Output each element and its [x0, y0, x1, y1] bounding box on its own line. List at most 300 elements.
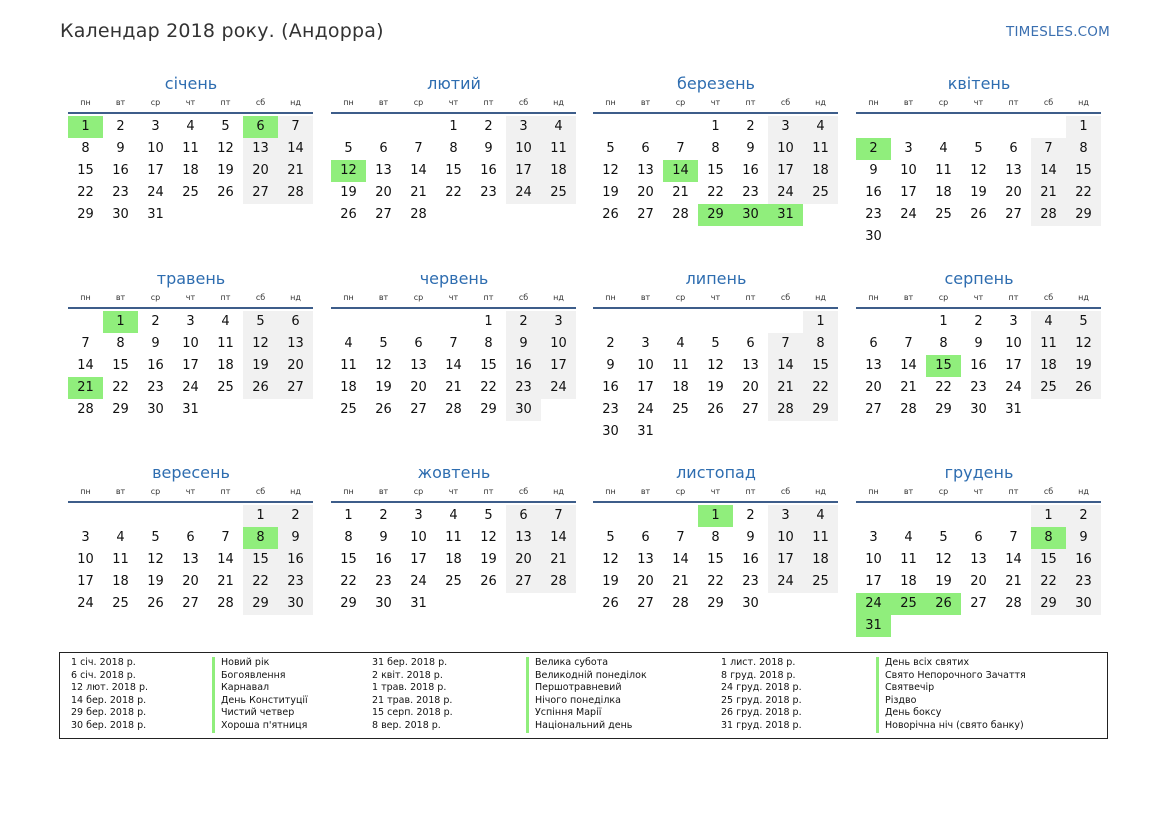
day-cell: 6 — [1009, 141, 1018, 156]
day-cell: 8 — [711, 530, 720, 545]
day-cell: 11 — [1031, 333, 1066, 355]
holiday-legend — [59, 652, 1108, 739]
day-cell: 26 — [1066, 377, 1101, 399]
day-cell: 3 — [414, 508, 423, 523]
day-cell: 5 — [484, 508, 493, 523]
day-cell: 10 — [541, 333, 576, 355]
weekday-label: ср — [150, 98, 161, 107]
weekday-header — [68, 291, 314, 305]
day-cell: 5 — [243, 311, 278, 333]
day-cell: 25 — [217, 380, 234, 395]
day-cell: 4 — [803, 505, 838, 527]
month-name: вересень — [152, 463, 230, 482]
day-cell: 27 — [742, 402, 759, 417]
month-name: квітень — [947, 74, 1011, 93]
day-cell: 1 — [449, 119, 458, 134]
day-cell: 30 — [865, 229, 882, 244]
month-block — [856, 462, 1102, 637]
day-cell: 27 — [243, 182, 278, 204]
day-cell: 6 — [506, 505, 541, 527]
day-cell: 14 — [217, 552, 234, 567]
day-cell: 7 — [676, 530, 685, 545]
day-cell: 27 — [278, 377, 313, 399]
weekday-label: вт — [378, 293, 389, 302]
day-cell: 5 — [1066, 311, 1101, 333]
day-cell: 28 — [541, 571, 576, 593]
day-cell: 20 — [410, 380, 427, 395]
day-cell: 19 — [602, 574, 619, 589]
day-cell: 14 — [77, 358, 94, 373]
legend-holiday-date: 25 груд. 2018 р. — [721, 694, 802, 706]
legend-names-col-1 — [212, 657, 308, 733]
day-cell: 21 — [217, 574, 234, 589]
day-cell: 13 — [742, 358, 759, 373]
day-cell: 26 — [243, 377, 278, 399]
day-cell: 27 — [865, 402, 882, 417]
day-cell: 18 — [900, 574, 917, 589]
day-grid — [68, 311, 314, 421]
legend-dates-col-3 — [721, 657, 802, 733]
weekday-label: ср — [675, 98, 686, 107]
day-cell: 3 — [869, 530, 878, 545]
day-cell: 19 — [243, 355, 278, 377]
legend-holiday-name: Великодній понеділок — [526, 670, 647, 683]
day-cell: 15 — [77, 163, 94, 178]
weekday-label: пн — [605, 293, 616, 302]
weekday-label: чт — [710, 293, 721, 302]
weekday-label: ср — [938, 293, 949, 302]
empty-cell — [366, 116, 401, 138]
day-cell: 29 — [707, 596, 724, 611]
empty-cell — [663, 311, 698, 333]
legend-holiday-date: 1 лист. 2018 р. — [721, 657, 796, 668]
day-cell: 3 — [186, 314, 195, 329]
day-cell: 22 — [1066, 182, 1101, 204]
month-block — [68, 73, 314, 226]
day-cell: 17 — [865, 574, 882, 589]
legend-holiday-date: 30 бер. 2018 р. — [71, 719, 147, 731]
weekday-header — [68, 96, 314, 110]
day-cell: 13 — [506, 527, 541, 549]
weekday-header — [856, 291, 1102, 305]
day-cell: 25 — [182, 185, 199, 200]
day-cell: 27 — [182, 596, 199, 611]
day-cell: 27 — [970, 596, 987, 611]
holiday-day-cell: 30 — [733, 204, 768, 226]
day-cell: 7 — [221, 530, 230, 545]
day-cell: 18 — [541, 160, 576, 182]
empty-cell — [593, 311, 628, 333]
day-cell: 5 — [606, 530, 615, 545]
day-cell: 5 — [711, 336, 720, 351]
day-cell: 31 — [410, 596, 427, 611]
day-cell: 13 — [375, 163, 392, 178]
day-cell: 24 — [768, 182, 803, 204]
legend-holiday-name: Першотравневий — [526, 682, 647, 695]
weekday-label: нд — [553, 293, 564, 302]
legend-holiday-name: Богоявлення — [212, 670, 308, 683]
weekday-label: пн — [868, 98, 879, 107]
legend-holiday-name: Національний день — [526, 720, 647, 733]
day-cell: 8 — [116, 336, 125, 351]
day-cell: 9 — [151, 336, 160, 351]
day-cell: 15 — [1066, 160, 1101, 182]
legend-holiday-date: 2 квіт. 2018 р. — [372, 669, 443, 681]
weekday-label: чт — [448, 487, 459, 496]
day-cell: 18 — [935, 185, 952, 200]
day-cell: 26 — [970, 207, 987, 222]
day-cell: 12 — [147, 552, 164, 567]
weekday-label: вт — [903, 98, 914, 107]
day-cell: 5 — [151, 530, 160, 545]
day-cell: 15 — [340, 552, 357, 567]
empty-cell — [856, 505, 891, 527]
weekday-label: нд — [290, 98, 301, 107]
day-cell: 16 — [480, 163, 497, 178]
weekday-label: пт — [1008, 293, 1019, 302]
legend-holiday-name: День всіх святих — [876, 657, 1026, 670]
day-cell: 4 — [221, 314, 230, 329]
day-cell: 14 — [1031, 160, 1066, 182]
day-cell: 1 — [344, 508, 353, 523]
day-grid — [856, 116, 1102, 248]
day-cell: 14 — [672, 552, 689, 567]
weekday-label: пн — [343, 98, 354, 107]
day-cell: 17 — [182, 358, 199, 373]
weekday-label: пн — [80, 487, 91, 496]
day-cell: 14 — [541, 527, 576, 549]
day-cell: 13 — [637, 552, 654, 567]
day-cell: 2 — [746, 508, 755, 523]
weekday-label: вт — [640, 293, 651, 302]
day-cell: 7 — [1009, 530, 1018, 545]
day-cell: 23 — [970, 380, 987, 395]
day-cell: 10 — [410, 530, 427, 545]
day-cell: 8 — [344, 530, 353, 545]
day-cell: 30 — [112, 207, 129, 222]
day-cell: 8 — [1066, 138, 1101, 160]
day-cell: 3 — [768, 116, 803, 138]
weekday-label: ср — [413, 293, 424, 302]
empty-cell — [628, 311, 663, 333]
empty-cell — [663, 116, 698, 138]
day-cell: 23 — [742, 185, 759, 200]
day-cell: 5 — [379, 336, 388, 351]
day-cell: 31 — [1005, 402, 1022, 417]
weekday-label: нд — [1078, 98, 1089, 107]
weekday-label: чт — [185, 98, 196, 107]
day-cell: 13 — [970, 552, 987, 567]
day-cell: 7 — [449, 336, 458, 351]
legend-holiday-name: Успіння Марії — [526, 707, 647, 720]
day-cell: 7 — [541, 505, 576, 527]
day-cell: 28 — [1031, 204, 1066, 226]
day-cell: 21 — [768, 377, 803, 399]
day-grid — [856, 505, 1102, 637]
day-cell: 30 — [742, 596, 759, 611]
header-divider — [593, 501, 838, 503]
day-cell: 13 — [410, 358, 427, 373]
day-cell: 9 — [974, 336, 983, 351]
day-cell: 16 — [602, 380, 619, 395]
day-cell: 21 — [672, 185, 689, 200]
day-grid — [331, 505, 577, 615]
empty-cell — [768, 311, 803, 333]
day-cell: 23 — [865, 207, 882, 222]
day-cell: 28 — [410, 207, 427, 222]
day-cell: 27 — [375, 207, 392, 222]
holiday-day-cell: 8 — [243, 527, 278, 549]
day-cell: 5 — [221, 119, 230, 134]
day-cell: 26 — [217, 185, 234, 200]
empty-cell — [891, 505, 926, 527]
day-cell: 14 — [445, 358, 462, 373]
holiday-day-cell: 21 — [68, 377, 103, 399]
empty-cell — [401, 116, 436, 138]
day-cell: 15 — [707, 163, 724, 178]
day-cell: 13 — [637, 163, 654, 178]
day-cell: 22 — [707, 574, 724, 589]
day-cell: 10 — [637, 358, 654, 373]
day-cell: 1 — [803, 311, 838, 333]
day-cell: 21 — [278, 160, 313, 182]
legend-holiday-date: 31 бер. 2018 р. — [372, 657, 448, 668]
day-cell: 23 — [506, 377, 541, 399]
legend-holiday-date: 29 бер. 2018 р. — [71, 707, 147, 719]
day-cell: 24 — [506, 182, 541, 204]
day-cell: 22 — [243, 571, 278, 593]
holiday-day-cell: 29 — [698, 204, 733, 226]
day-cell: 30 — [375, 596, 392, 611]
day-cell: 24 — [410, 574, 427, 589]
day-cell: 24 — [637, 402, 654, 417]
day-cell: 1 — [243, 505, 278, 527]
legend-holiday-name: Хороша п'ятниця — [212, 720, 308, 733]
weekday-label: пт — [483, 293, 494, 302]
day-cell: 1 — [1031, 505, 1066, 527]
day-cell: 9 — [746, 530, 755, 545]
day-cell: 22 — [112, 380, 129, 395]
empty-cell — [173, 505, 208, 527]
empty-cell — [856, 116, 891, 138]
day-cell: 27 — [637, 207, 654, 222]
month-name: січень — [164, 74, 218, 93]
day-cell: 16 — [742, 552, 759, 567]
day-cell: 4 — [344, 336, 353, 351]
day-cell: 16 — [1066, 549, 1101, 571]
day-cell: 1 — [484, 314, 493, 329]
day-cell: 25 — [112, 596, 129, 611]
day-cell: 29 — [340, 596, 357, 611]
day-cell: 6 — [186, 530, 195, 545]
day-cell: 13 — [278, 333, 313, 355]
weekday-header — [331, 485, 577, 499]
empty-cell — [401, 311, 436, 333]
brand-link[interactable]: TIMESLES.COM — [1006, 24, 1110, 40]
day-cell: 26 — [340, 207, 357, 222]
day-cell: 9 — [506, 333, 541, 355]
day-cell: 24 — [147, 185, 164, 200]
empty-cell — [68, 505, 103, 527]
day-cell: 26 — [375, 402, 392, 417]
legend-holiday-name: Карнавал — [212, 682, 308, 695]
weekday-label: нд — [1078, 293, 1089, 302]
day-cell: 15 — [243, 549, 278, 571]
day-cell: 12 — [480, 530, 497, 545]
empty-cell — [366, 311, 401, 333]
day-cell: 28 — [672, 207, 689, 222]
day-cell: 19 — [602, 185, 619, 200]
day-cell: 27 — [1005, 207, 1022, 222]
day-cell: 11 — [900, 552, 917, 567]
legend-holiday-date: 1 трав. 2018 р. — [372, 682, 447, 694]
weekday-label: нд — [553, 98, 564, 107]
day-cell: 29 — [935, 402, 952, 417]
weekday-label: чт — [710, 98, 721, 107]
day-cell: 18 — [1031, 355, 1066, 377]
empty-cell — [996, 505, 1031, 527]
weekday-label: пт — [1008, 98, 1019, 107]
day-cell: 11 — [935, 163, 952, 178]
day-cell: 2 — [974, 314, 983, 329]
legend-holiday-date: 21 трав. 2018 р. — [372, 694, 453, 706]
empty-cell — [103, 505, 138, 527]
weekday-header — [331, 291, 577, 305]
legend-holiday-date: 8 вер. 2018 р. — [372, 719, 441, 731]
legend-holiday-date: 12 лют. 2018 р. — [71, 682, 148, 694]
day-cell: 28 — [278, 182, 313, 204]
empty-cell — [331, 311, 366, 333]
day-cell: 20 — [1005, 185, 1022, 200]
day-cell: 3 — [641, 336, 650, 351]
weekday-label: сб — [1043, 98, 1054, 107]
day-cell: 10 — [147, 141, 164, 156]
day-cell: 16 — [112, 163, 129, 178]
weekday-label: пн — [868, 293, 879, 302]
day-cell: 21 — [541, 549, 576, 571]
day-cell: 24 — [768, 571, 803, 593]
weekday-label: ср — [413, 487, 424, 496]
day-cell: 21 — [900, 380, 917, 395]
weekday-label: вт — [640, 487, 651, 496]
day-cell: 12 — [243, 333, 278, 355]
day-cell: 27 — [410, 402, 427, 417]
day-cell: 8 — [81, 141, 90, 156]
day-cell: 5 — [606, 141, 615, 156]
day-cell: 12 — [1066, 333, 1101, 355]
weekday-label: пт — [220, 487, 231, 496]
weekday-label: сб — [255, 98, 266, 107]
day-cell: 17 — [768, 549, 803, 571]
day-cell: 12 — [217, 141, 234, 156]
day-cell: 14 — [410, 163, 427, 178]
legend-holiday-name: Велика субота — [526, 657, 647, 670]
day-cell: 4 — [116, 530, 125, 545]
day-cell: 22 — [340, 574, 357, 589]
day-cell: 12 — [935, 552, 952, 567]
empty-cell — [733, 311, 768, 333]
day-cell: 16 — [278, 549, 313, 571]
legend-holiday-name: Новий рік — [212, 657, 308, 670]
weekday-label: пн — [80, 293, 91, 302]
month-block — [331, 268, 577, 421]
day-cell: 10 — [77, 552, 94, 567]
empty-cell — [331, 116, 366, 138]
weekday-header — [593, 291, 839, 305]
day-cell: 6 — [379, 141, 388, 156]
day-cell: 13 — [243, 138, 278, 160]
weekday-label: вт — [115, 487, 126, 496]
day-cell: 8 — [939, 336, 948, 351]
day-cell: 16 — [865, 185, 882, 200]
empty-cell — [138, 505, 173, 527]
empty-cell — [961, 116, 996, 138]
day-cell: 28 — [768, 399, 803, 421]
day-cell: 19 — [217, 163, 234, 178]
month-name: березень — [677, 74, 755, 93]
day-cell: 6 — [746, 336, 755, 351]
day-cell: 10 — [1005, 336, 1022, 351]
day-cell: 19 — [970, 185, 987, 200]
weekday-label: чт — [185, 487, 196, 496]
day-cell: 29 — [480, 402, 497, 417]
weekday-label: сб — [518, 293, 529, 302]
empty-cell — [698, 311, 733, 333]
day-cell: 14 — [278, 138, 313, 160]
day-cell: 23 — [602, 402, 619, 417]
day-cell: 16 — [375, 552, 392, 567]
day-cell: 20 — [970, 574, 987, 589]
day-cell: 16 — [970, 358, 987, 373]
day-cell: 14 — [900, 358, 917, 373]
weekday-label: сб — [255, 293, 266, 302]
day-cell: 21 — [1005, 574, 1022, 589]
day-cell: 2 — [116, 119, 125, 134]
day-cell: 7 — [768, 333, 803, 355]
day-cell: 20 — [506, 549, 541, 571]
holiday-day-cell: 31 — [768, 204, 803, 226]
weekday-label: пн — [343, 487, 354, 496]
day-cell: 16 — [742, 163, 759, 178]
day-cell: 25 — [1031, 377, 1066, 399]
day-cell: 19 — [340, 185, 357, 200]
weekday-header — [593, 485, 839, 499]
day-cell: 24 — [1005, 380, 1022, 395]
day-cell: 20 — [375, 185, 392, 200]
day-cell: 1 — [939, 314, 948, 329]
day-cell: 12 — [970, 163, 987, 178]
weekday-label: пт — [745, 98, 756, 107]
day-cell: 11 — [445, 530, 462, 545]
day-cell: 7 — [1031, 138, 1066, 160]
day-cell: 2 — [484, 119, 493, 134]
day-grid — [593, 116, 839, 226]
weekday-label: нд — [815, 293, 826, 302]
day-cell: 18 — [340, 380, 357, 395]
day-cell: 15 — [803, 355, 838, 377]
weekday-label: сб — [255, 487, 266, 496]
day-cell: 21 — [445, 380, 462, 395]
day-cell: 15 — [480, 358, 497, 373]
weekday-label: сб — [780, 293, 791, 302]
day-cell: 2 — [1066, 505, 1101, 527]
day-cell: 31 — [147, 207, 164, 222]
day-cell: 26 — [602, 596, 619, 611]
day-cell: 28 — [217, 596, 234, 611]
weekday-label: чт — [973, 98, 984, 107]
day-cell: 16 — [506, 355, 541, 377]
day-cell: 9 — [1066, 527, 1101, 549]
